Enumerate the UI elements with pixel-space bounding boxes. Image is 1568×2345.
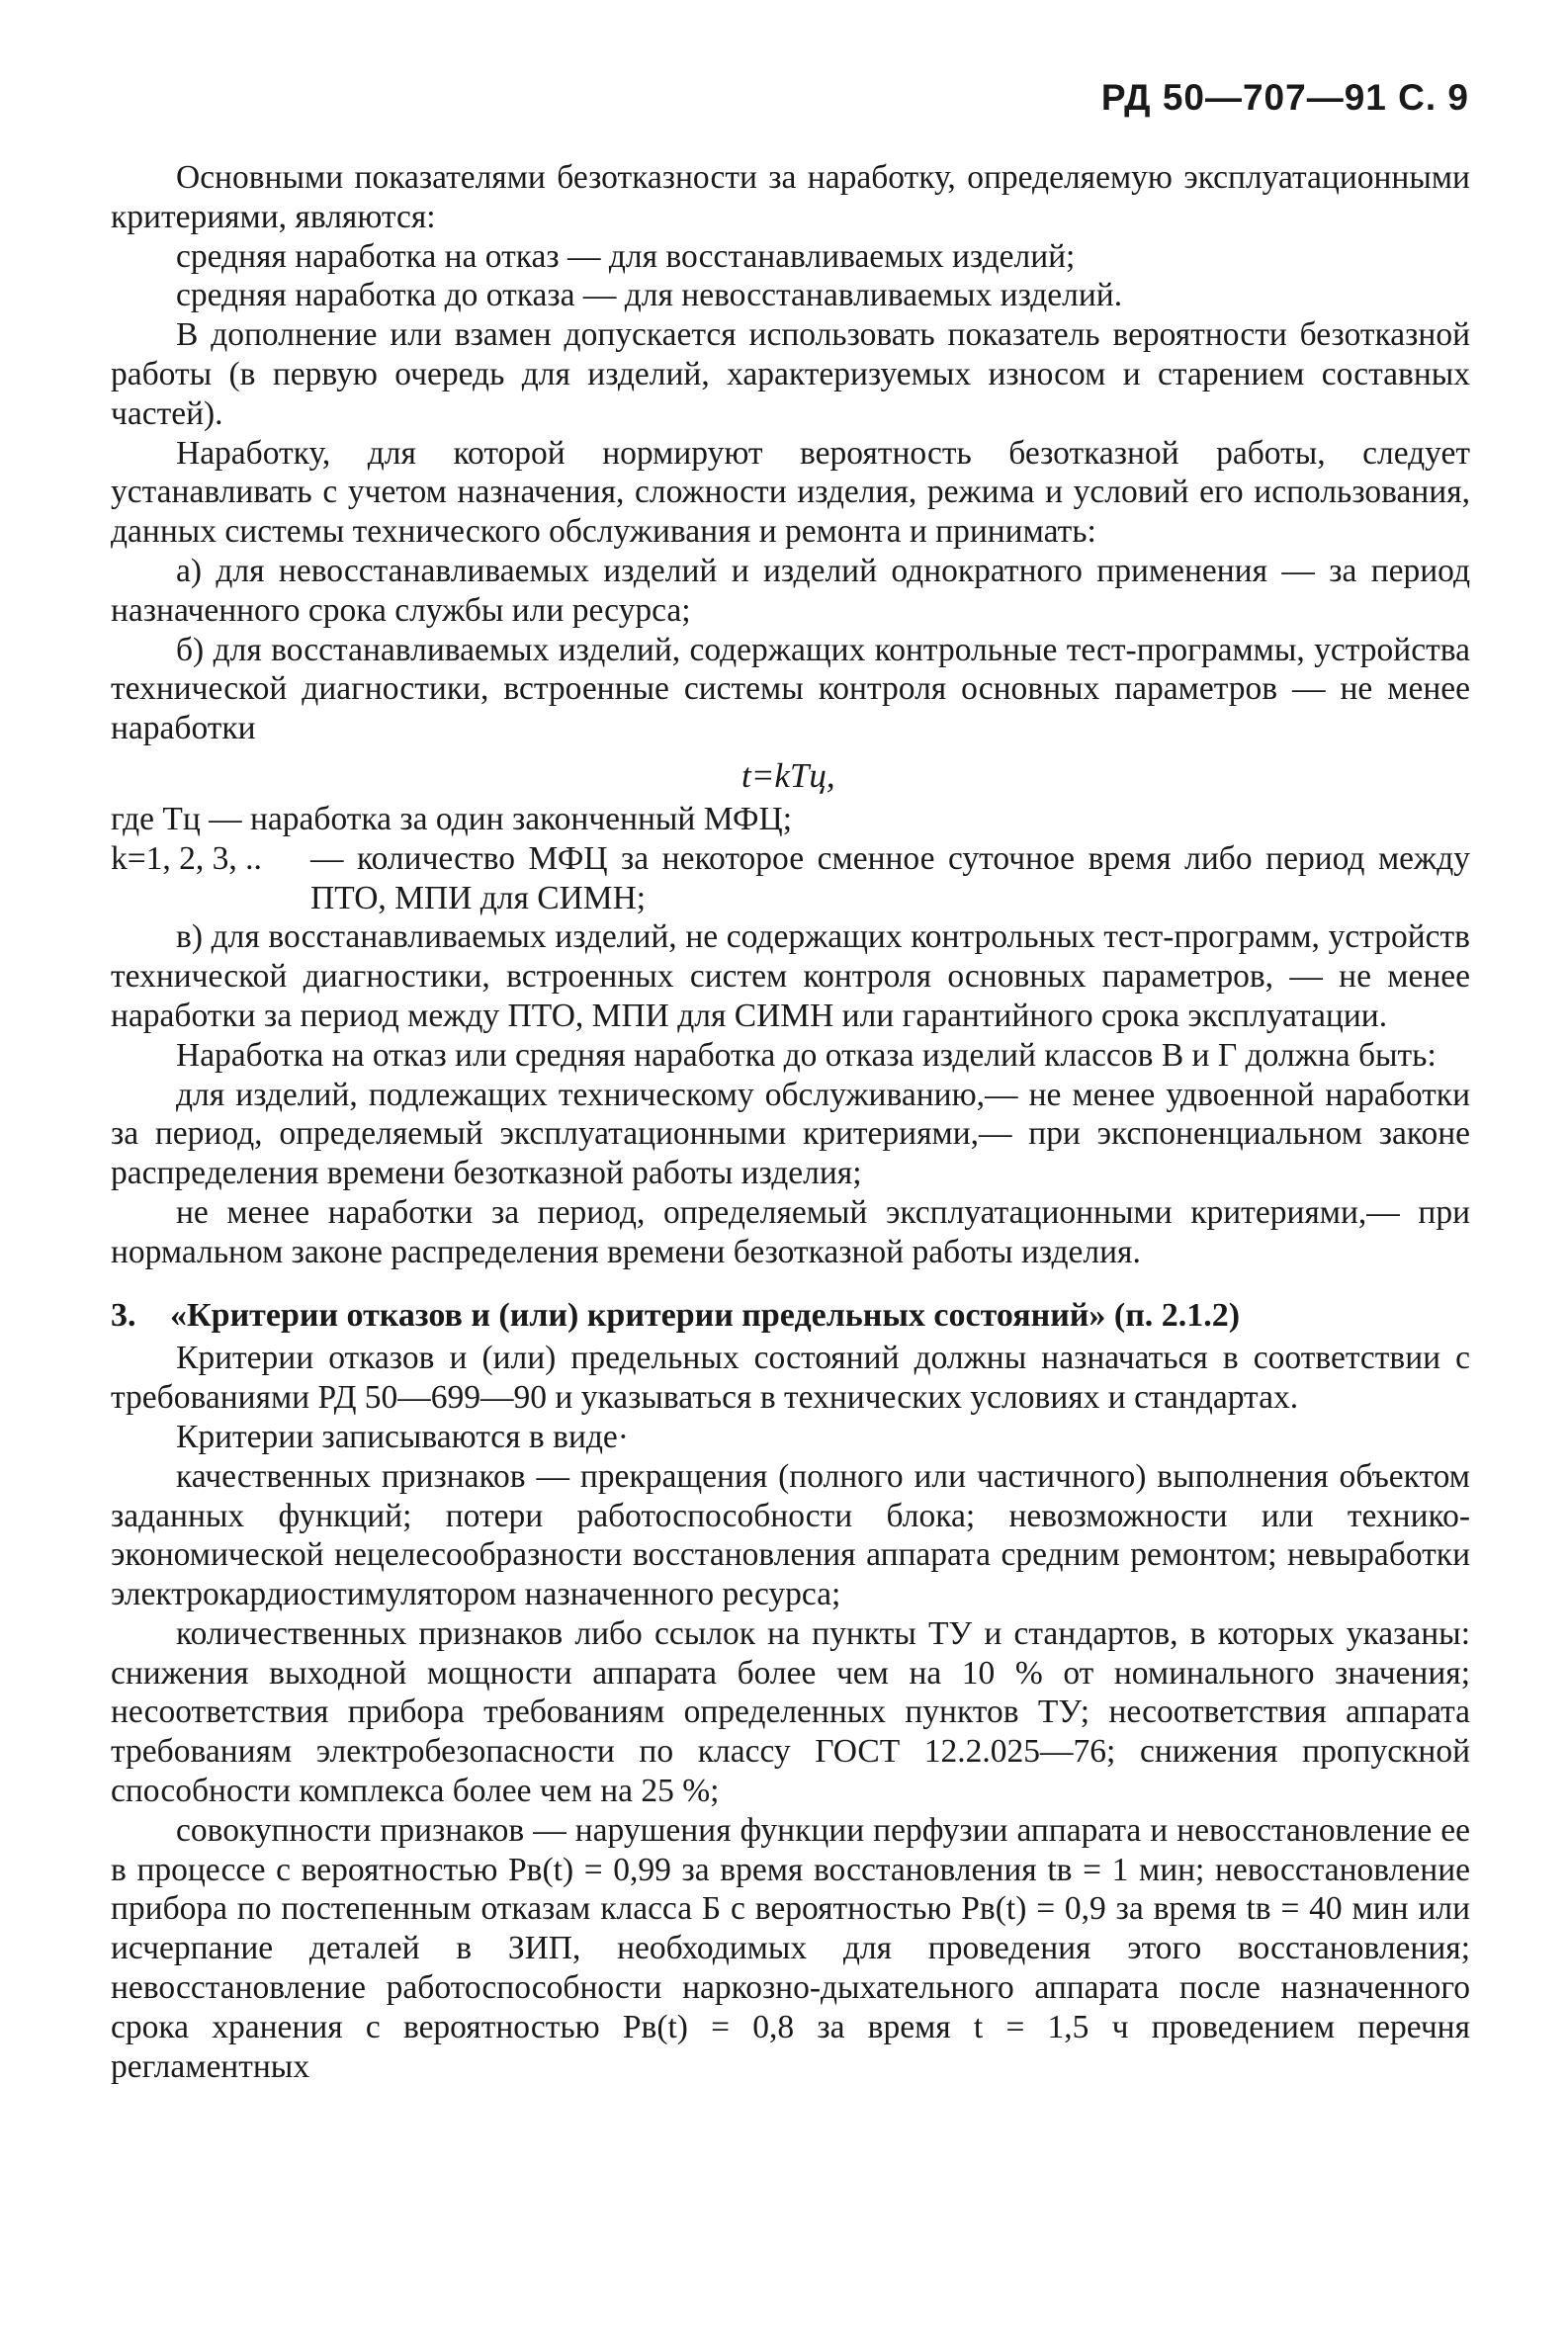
k-text: — количество МФЦ за некоторое сменное суточное время либо период между ПТО, МПИ для СИМН;: [310, 839, 1470, 916]
paragraph: в) для восстанавливаемых изделий, не содержащих контрольных тест-программ, устройств технической диагностики, встроенных систем контроля основных параметров, — не менее наработки за период между ПТО, МПИ для СИМН или гарантийного срока эксплуатации.: [111, 918, 1470, 1034]
paragraph: количественных признаков либо ссылок на пункты ТУ и стандартов, в которых указаны: снижения выходной мощности аппарата более чем на 10 % от номинального значения; несоответствия прибора требованиям определенных пунктов ТУ; несоответствия аппарата требованиям электробезопасности по классу ГОСТ 12.2.025—76; снижения пропускной способности комплекса более чем на 25 %;: [111, 1614, 1470, 1810]
paragraph: средняя наработка на отказ — для восстанавливаемых изделий;: [176, 237, 1076, 275]
formula: t=kTц,: [741, 755, 835, 795]
section-title: «Критерии отказов и (или) критерии предельных состояний» (п. 2.1.2): [170, 1296, 1241, 1334]
paragraph: для изделий, подлежащих техническому обслуживанию,— не менее удвоенной наработки за период, определяемый эксплуатационными критериями,— при экспоненциальном законе распределения времени безотказной работы изделия;: [111, 1076, 1470, 1192]
paragraph: Наработка на отказ или средняя наработка до отказа изделий классов В и Г должна быть:: [176, 1036, 1437, 1074]
formula-where-line: где Tц — наработка за один законченный МФЦ;: [111, 800, 793, 837]
paragraph: средняя наработка до отказа — для невосстанавливаемых изделий.: [176, 277, 1123, 314]
section-heading: [111, 1296, 1470, 1336]
k-label: k=1, 2, 3, ..: [111, 839, 262, 877]
paragraph: Наработку, для которой нормируют вероятность безотказной работы, следует устанавливать с учетом назначения, сложности изделия, режима и условий его использования, данных системы технического обслуживания и ремонта и принимать:: [111, 434, 1470, 551]
formula-k-definition: [111, 839, 1470, 918]
paragraph: Критерии записываются в виде·: [176, 1418, 629, 1455]
paragraph: Основными показателями безотказности за наработку, определяемую эксплуатационными критериями, являются:: [111, 159, 1470, 235]
paragraph: совокупности признаков — нарушения функции перфузии аппарата и невосстановление ее в процессе с вероятностью Pв(t) = 0,99 за время восстановления tв = 1 мин; невосстановление прибора по постепенным отказам класса Б с вероятностью Pв(t) = 0,9 за время tв = 40 мин или исчерпание деталей в ЗИП, необходимых для проведения этого восстановления; невосстановление работоспособности наркозно-дыхательного аппарата после назначенного срока хранения с вероятностью Pв(t) = 0,8 за время t = 1,5 ч проведением перечня регламентных: [111, 1811, 1470, 2085]
document-body: [111, 158, 1470, 2086]
paragraph: Критерии отказов и (или) предельных состояний должны назначаться в соответствии с требованиями РД 50—699—90 и указываться в технических условиях и стандартах.: [111, 1340, 1470, 1417]
page-header-code: РД 50—707—91 С. 9: [1100, 77, 1469, 118]
paragraph: не менее наработки за период, определяемый эксплуатационными критериями,— при нормальном законе распределения времени безотказной работы изделия.: [111, 1193, 1470, 1270]
paragraph: качественных признаков — прекращения (полного или частичного) выполнения объектом заданных функций; потери работоспособности блока; невозможности или технико-экономической нецелесообразности восстановления аппарата средним ремонтом; невыработки электрокардиостимулятором назначенного ресурса;: [111, 1457, 1470, 1613]
section-number: 3.: [111, 1296, 136, 1334]
paragraph: б) для восстанавливаемых изделий, содержащих контрольные тест-программы, устройства технической диагностики, встроенные системы контроля основных параметров — не менее наработки: [111, 631, 1470, 747]
paragraph: а) для невосстанавливаемых изделий и изделий однократного применения — за период назначенного срока службы или ресурса;: [111, 552, 1470, 629]
paragraph: В дополнение или взамен допускается использовать показатель вероятности безотказной работы (в первую очередь для изделий, характеризуемых износом и старением составных частей).: [111, 316, 1470, 432]
